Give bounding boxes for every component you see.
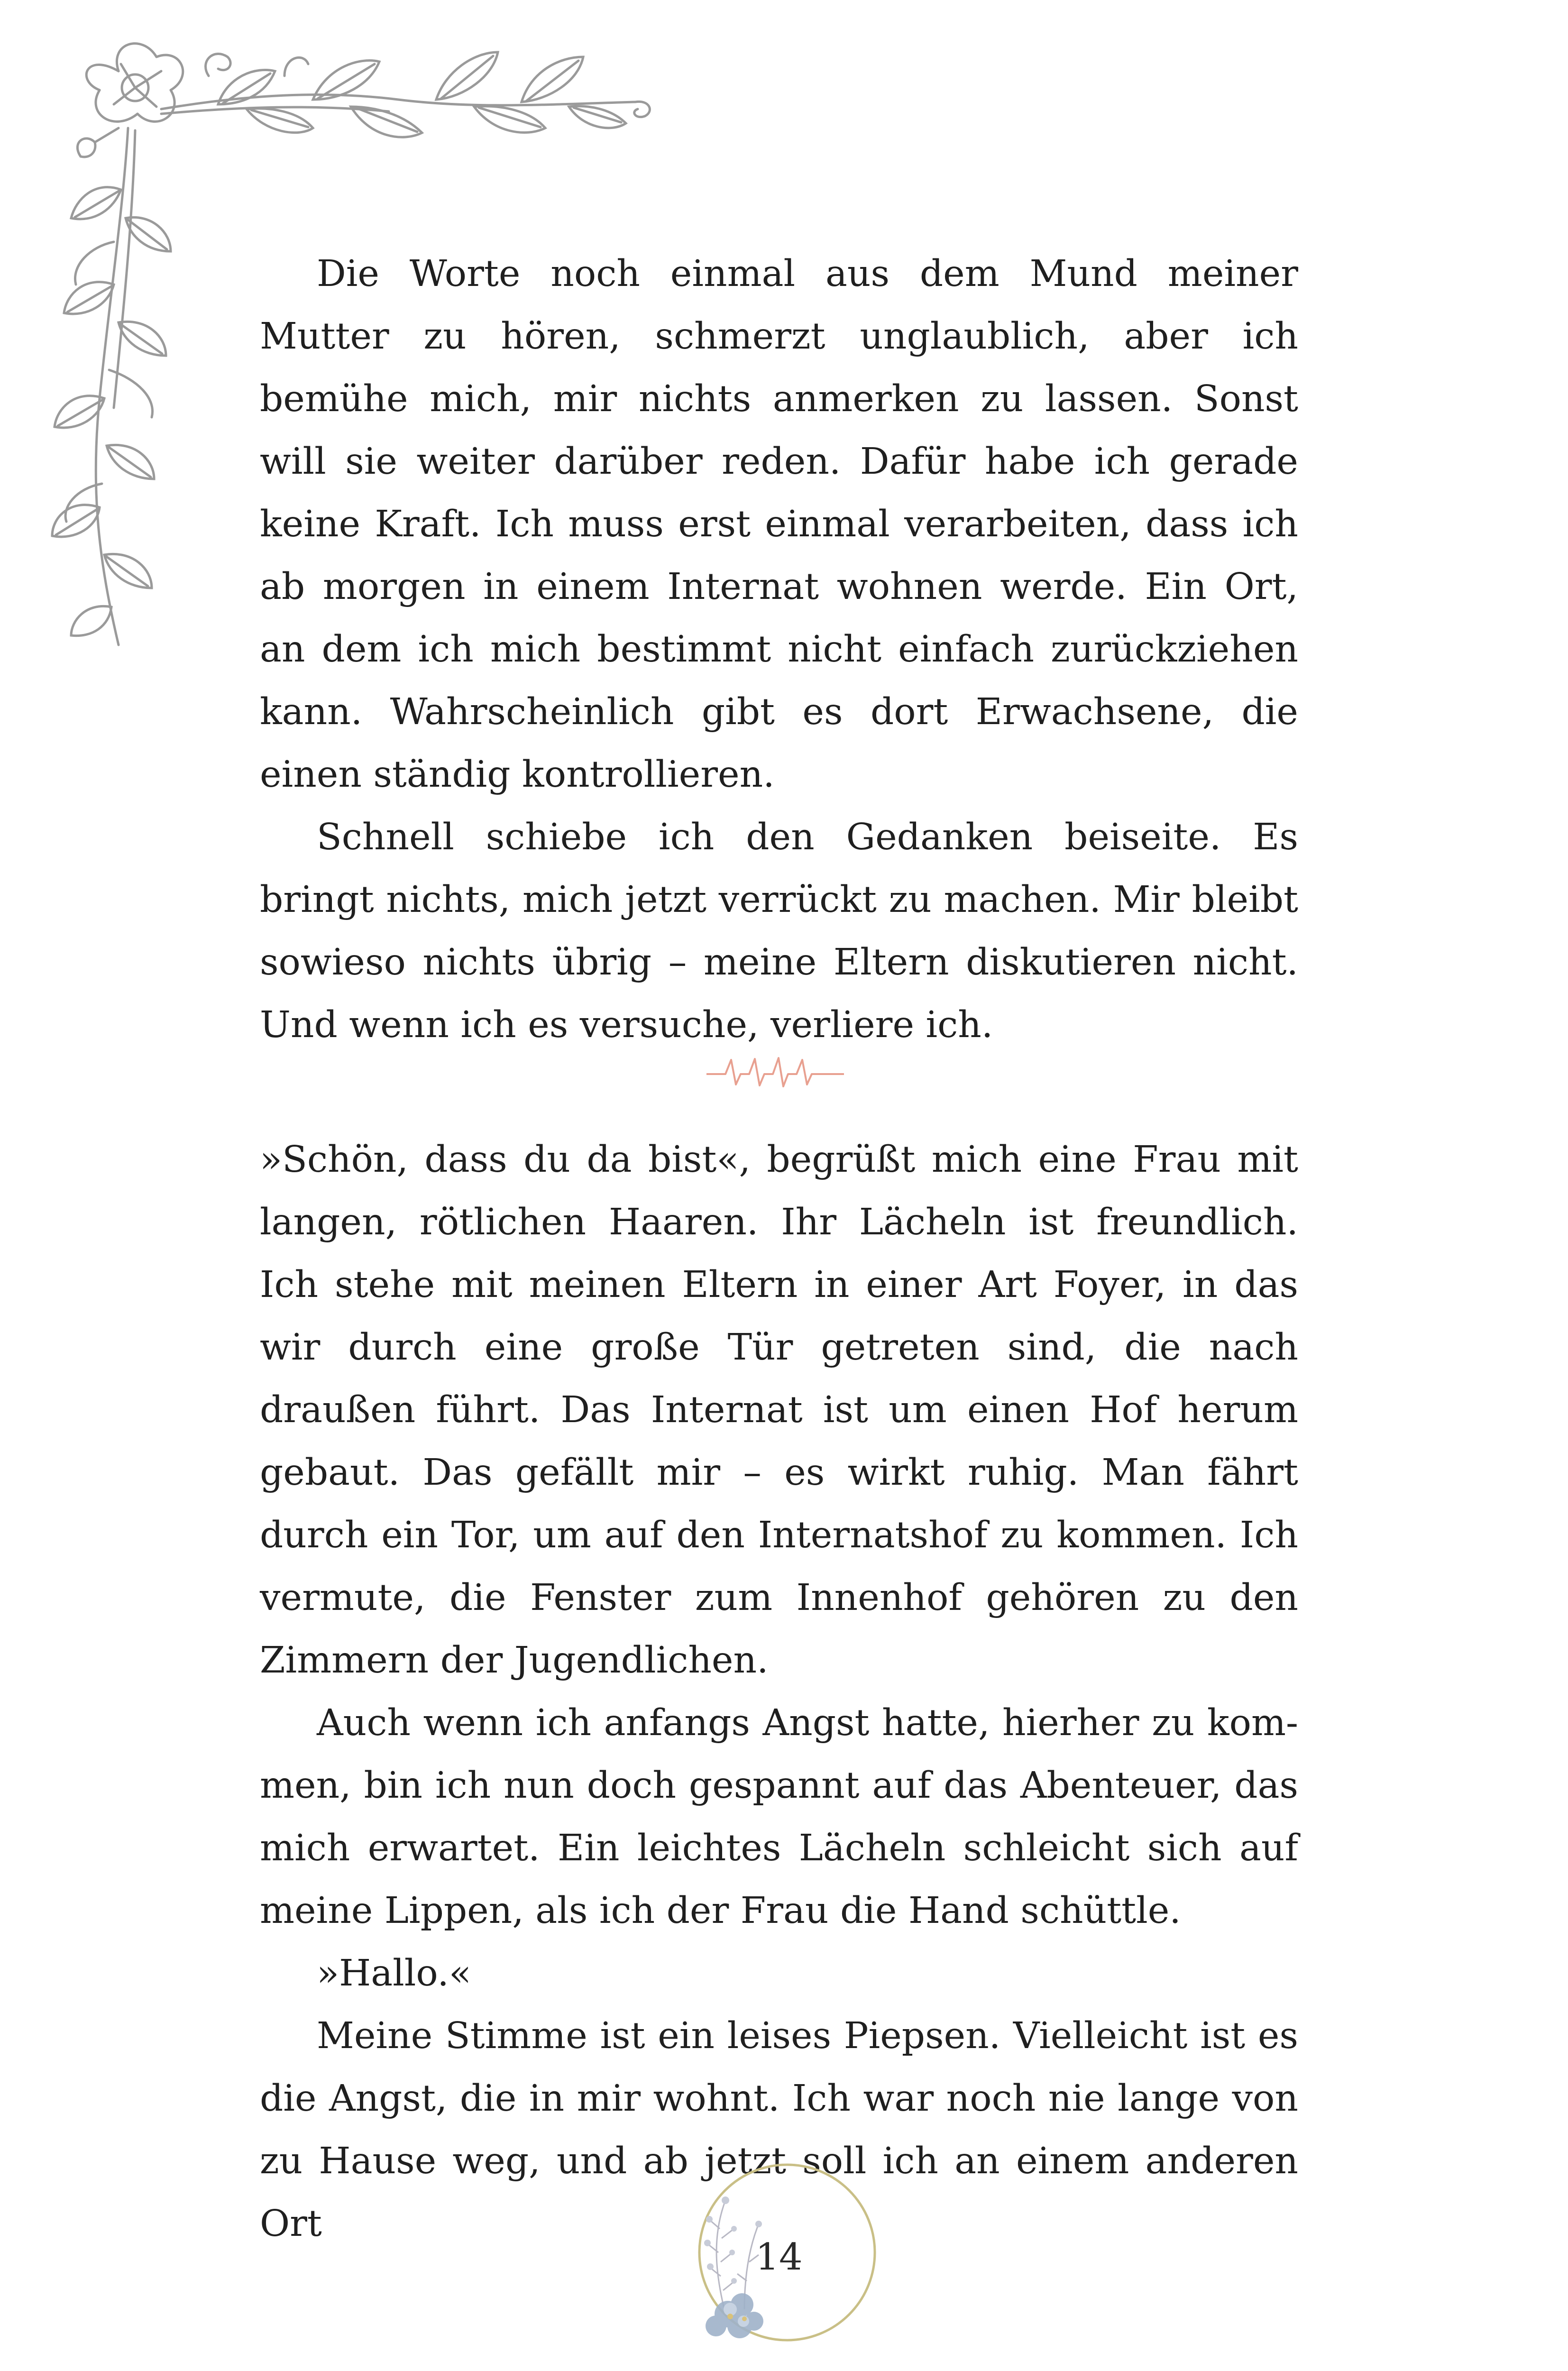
paragraph: »Schön, dass du da bist«, begrüßt mich eine Frau mit langen, rötlichen Haaren. Ihr Lächeln ist freundlich. Ich stehe mit meinen Eltern in einer Art Foyer, in das wir durch eine große Tür getreten sind, die nach draußen führt. Das Internat ist um einen Hof herum gebaut. Das gefällt mir – es wirkt ruhig. Man fährt durch ein Tor, um auf den Internatshof zu kommen. Ich vermute, die Fenster zum Innenhof gehören zu den Zimmern der Jugendlichen. — [260, 1139, 1298, 1682]
text-section-1 — [260, 243, 1298, 1057]
paragraph: Die Worte noch einmal aus dem Mund meiner Mutter zu hören, schmerzt unglaublich, aber ich bemühe mich, mir nichts anmerken zu lassen. Sonst will sie weiter darüber reden. Dafür habe ich gerade keine Kraft. Ich muss erst einmal verarbeiten, dass ich ab morgen in einem Internat wohnen werde. Ein Ort, an dem ich mich bestimmt nicht einfach zurückziehen kann. Wahrscheinlich gibt es dort Erwachsene, die einen ständig kontrollieren. — [260, 253, 1298, 796]
paragraph: Schnell schiebe ich den Gedanken beiseite. Es bringt nichts, mich jetzt verrückt zu machen. Mir bleibt sowieso nichts übrig – meine Eltern diskutieren nicht. Und wenn ich es versuche, verliere ich. — [260, 816, 1298, 1046]
page-number: 14 — [755, 2236, 803, 2279]
paragraph: Auch wenn ich anfangs Angst hatte, hierher zu kommen, bin ich nun doch gespannt auf das Abenteuer, das mich erwartet. Ein leichtes Lächeln schleicht sich auf meine Lippen, als ich der Frau die Hand schüttle. — [260, 1702, 1298, 1932]
paragraph: Meine Stimme ist ein leises Piepsen. Vielleicht ist es die Angst, die in mir wohnt. Ich war noch nie lange von zu Hause weg, und ab jetzt soll ich an einem anderen Ort — [260, 2015, 1298, 2245]
heartbeat-line-icon — [706, 1050, 844, 1093]
text-section-2 — [260, 1129, 1298, 2255]
paragraph: »Hallo.« — [317, 1952, 472, 1994]
